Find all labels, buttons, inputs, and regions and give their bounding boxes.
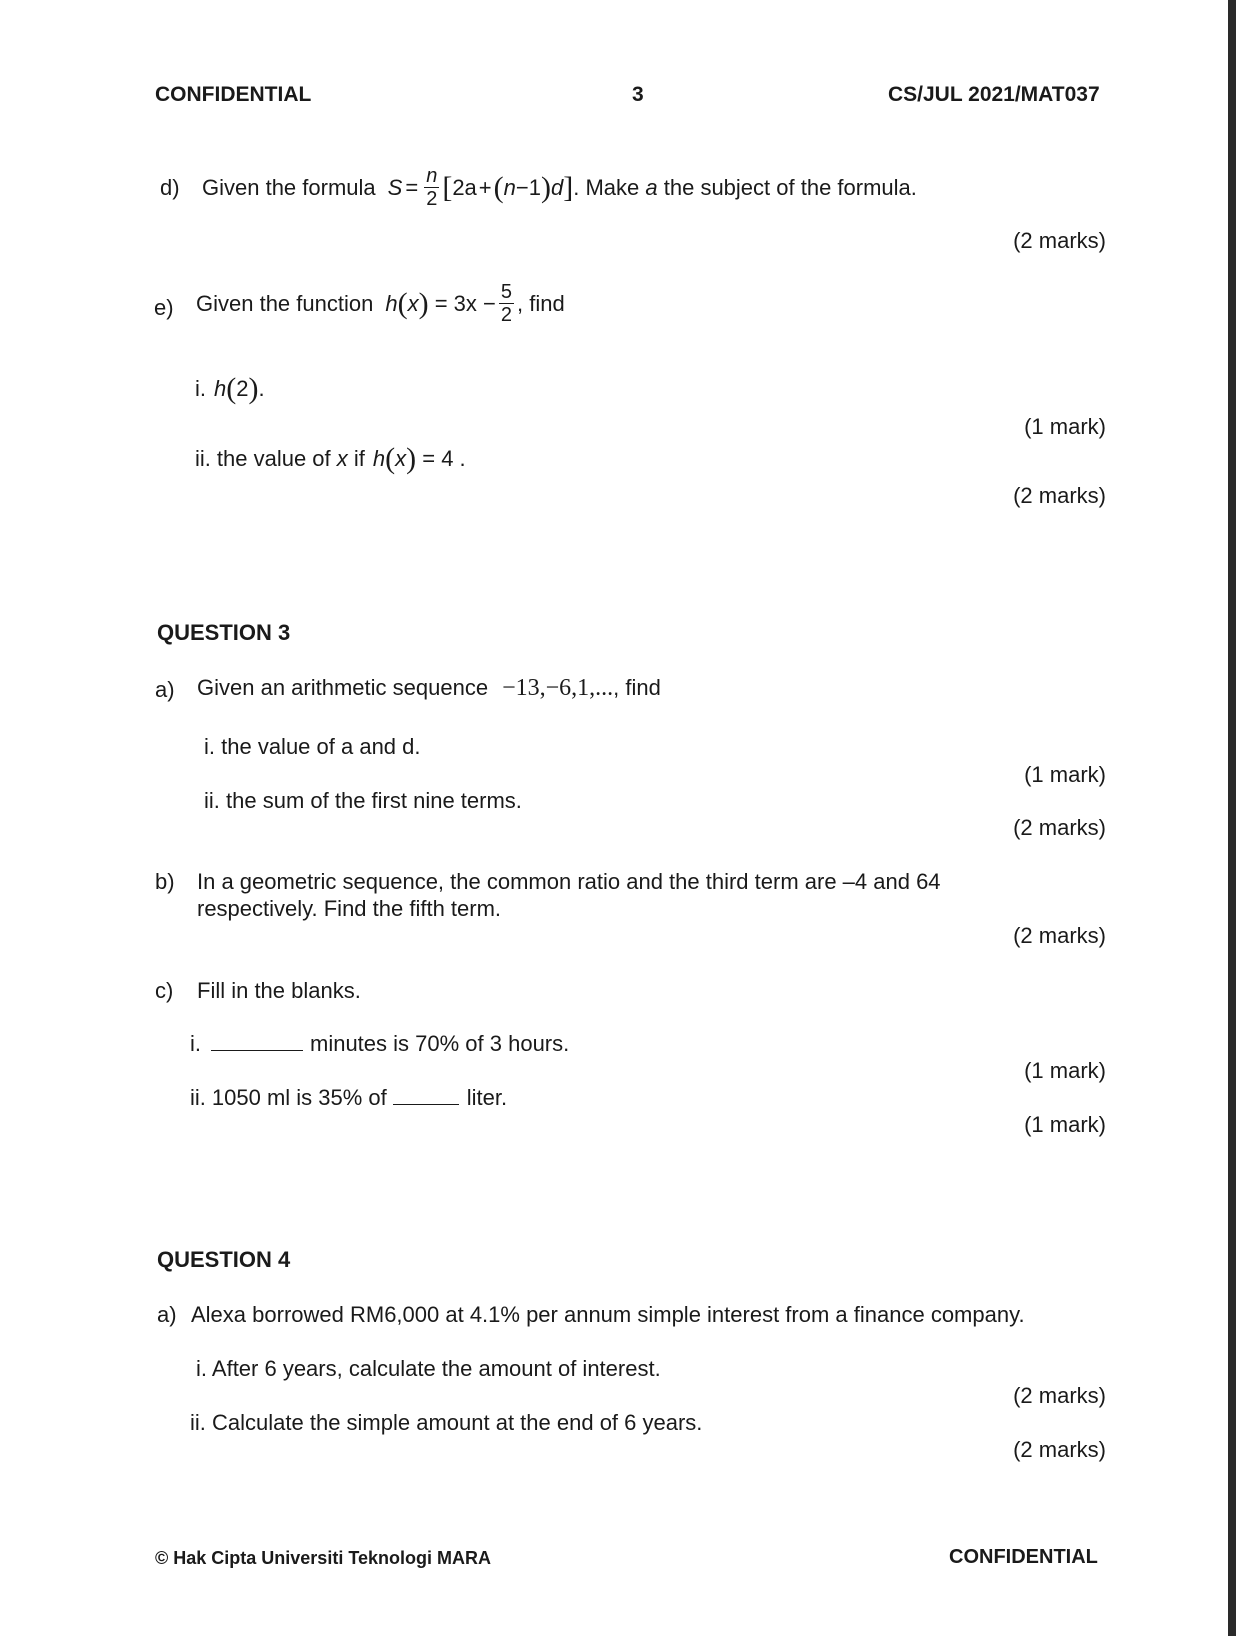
q4-a-ii-text: Calculate the simple amount at the end of 6 years. [212, 1410, 703, 1435]
q2-e-i [195, 374, 265, 404]
h-of-2-end: . [258, 376, 265, 401]
q3-a-ii-label: ii. [204, 788, 220, 813]
q2-e-question [196, 282, 565, 325]
h-of-x-paren-open: ( [385, 442, 396, 475]
q4-a-label: a) [157, 1302, 177, 1327]
fill-blank-liter[interactable] [393, 1086, 459, 1105]
q3-b-label: b) [155, 869, 175, 894]
fraction-n-over-2 [424, 166, 439, 209]
fraction-numerator: n [426, 165, 438, 187]
q2-e-ii-text-pre: the value of [216, 446, 337, 471]
q3-a-ii-marks: (2 marks) [1013, 815, 1106, 840]
h-of-x-h: h [372, 446, 386, 471]
q3-c-ii-text-pre: 1050 ml is 35% of [211, 1085, 387, 1110]
formula-minus-one: −1 [515, 174, 541, 200]
header-course-code: CS/JUL 2021/MAT037 [888, 83, 1100, 106]
footer-copyright: © Hak Cipta Universiti Teknologi MARA [155, 1548, 491, 1568]
q4-a-i-text: After 6 years, calculate the amount of interest. [211, 1356, 661, 1381]
q4-a-text: Alexa borrowed RM6,000 at 4.1% per annum simple interest from a finance company. [191, 1302, 1025, 1327]
q2-d-suffix-post: the subject of the formula. [657, 174, 917, 200]
q2-e-i-label: i. [195, 376, 206, 401]
fraction-denominator: 2 [426, 188, 438, 210]
q3-a-question [197, 675, 661, 702]
q4-a-ii [190, 1410, 702, 1436]
bracket-close: ] [563, 170, 574, 204]
question-4-title: QUESTION 4 [157, 1247, 291, 1272]
paren-close: ) [541, 170, 551, 204]
q2-d-suffix-pre: . Make [573, 174, 646, 200]
q3-a-suffix: , find [613, 675, 661, 700]
h-of-2-paren-close: ) [248, 372, 259, 405]
func-h: h [385, 290, 398, 316]
q3-c-ii-label: ii. [190, 1085, 206, 1110]
h-of-x-paren-close: ) [406, 442, 417, 475]
formula-d: d [551, 174, 564, 200]
q3-a-ii [204, 788, 522, 814]
formula-plus: + [478, 174, 492, 200]
q2-d-marks: (2 marks) [1013, 228, 1106, 253]
q4-a-ii-label: ii. [190, 1410, 206, 1435]
q3-a-label: a) [155, 677, 175, 702]
q2-e-prefix: Given the function [196, 290, 374, 316]
footer-confidential: CONFIDENTIAL [949, 1546, 1098, 1568]
q2-e-ii-var: x [336, 446, 348, 471]
q4-a-ii-marks: (2 marks) [1013, 1437, 1106, 1462]
paren-open: ( [493, 170, 504, 204]
q3-c-ii-text-post: liter. [466, 1085, 508, 1110]
q3-c-ii-marks: (1 mark) [1024, 1112, 1106, 1137]
q2-e-ii-marks: (2 marks) [1013, 483, 1106, 508]
q3-c-i-text: minutes is 70% of 3 hours. [310, 1031, 570, 1056]
q3-b-line2: respectively. Find the fifth term. [197, 896, 502, 921]
fraction-numerator: 5 [500, 281, 512, 303]
q4-a-i [196, 1356, 661, 1382]
h-of-2-h: h [214, 376, 227, 401]
q3-b-line1: In a geometric sequence, the common ratio and the third term are –4 and 64 [197, 869, 941, 894]
q3-c-label: c) [155, 978, 174, 1003]
q2-d-question [202, 166, 917, 209]
q3-a-ii-text: the sum of the first nine terms. [226, 788, 522, 813]
q3-c-i-marks: (1 mark) [1024, 1058, 1106, 1083]
page-edge-border [1228, 0, 1236, 1636]
func-rhs: = 3x − [428, 290, 496, 316]
q4-a-i-label: i. [196, 1356, 207, 1381]
q3-b-marks: (2 marks) [1013, 923, 1106, 948]
q3-a-i-label: i. [204, 734, 215, 759]
q4-a-i-marks: (2 marks) [1013, 1383, 1106, 1408]
q3-c-i [190, 1031, 569, 1057]
q3-c-text: Fill in the blanks. [197, 978, 361, 1003]
q3-c-i-label: i. [190, 1031, 201, 1056]
h-of-2-arg: 2 [236, 376, 249, 401]
func-x: x [407, 290, 419, 316]
q2-e-ii-text-post: if [347, 446, 365, 471]
fraction-denominator: 2 [500, 304, 512, 326]
bracket-open: [ [442, 170, 453, 204]
q2-e-suffix: , find [517, 290, 565, 316]
formula-s: S [387, 174, 403, 200]
h-of-x-x: x [395, 446, 407, 471]
fill-blank-minutes[interactable] [211, 1032, 303, 1051]
func-paren-open: ( [397, 286, 408, 320]
q3-a-sequence: −13,−6,1,... [502, 675, 614, 701]
fraction-5-over-2 [499, 282, 514, 325]
q2-d-label: d) [160, 175, 180, 200]
q3-c-ii [190, 1085, 507, 1111]
q3-a-i [204, 734, 421, 760]
q2-e-ii-label: ii. [195, 446, 211, 471]
q2-e-i-marks: (1 mark) [1024, 414, 1106, 439]
question-3-title: QUESTION 3 [157, 620, 291, 645]
q3-a-i-marks: (1 mark) [1024, 762, 1106, 787]
q2-d-suffix-var: a [645, 174, 658, 200]
q3-a-i-text: the value of a and d. [221, 734, 421, 759]
h-of-x-rhs: = 4 . [416, 446, 466, 471]
q2-e-label: e) [154, 295, 174, 320]
formula-equals: = [405, 174, 419, 200]
q2-e-ii [195, 444, 466, 474]
header-confidential: CONFIDENTIAL [155, 83, 312, 106]
q3-a-text: Given an arithmetic sequence [197, 675, 489, 700]
formula-2a: 2a [452, 174, 477, 200]
page-number: 3 [632, 83, 644, 106]
h-of-2-paren-open: ( [226, 372, 237, 405]
formula-n: n [503, 174, 516, 200]
q2-d-prefix: Given the formula [202, 174, 376, 200]
func-paren-close: ) [418, 286, 429, 320]
